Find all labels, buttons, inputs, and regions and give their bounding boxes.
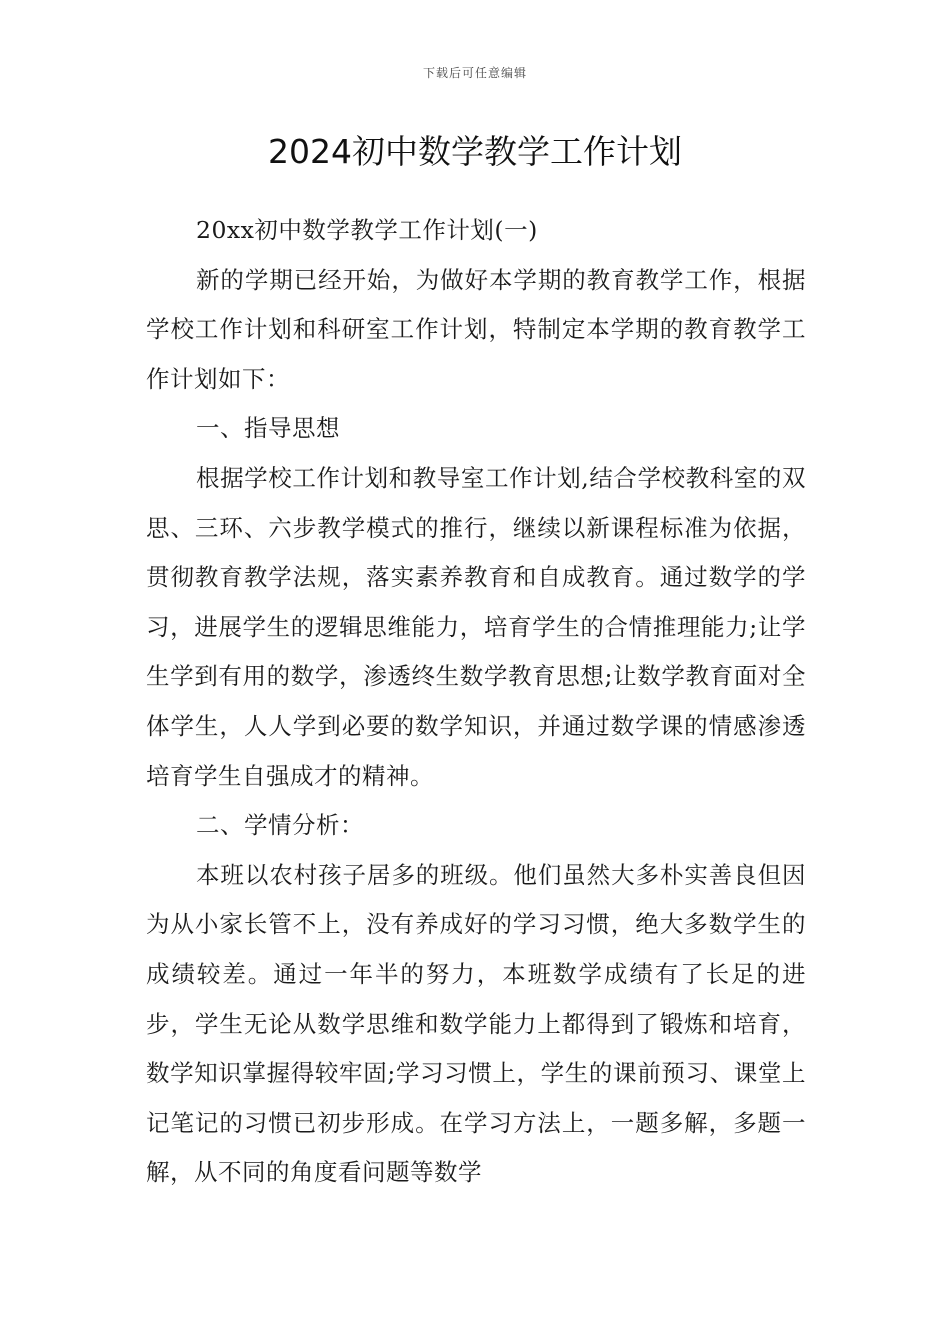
document-title: 2024初中数学教学工作计划 <box>268 132 682 171</box>
intro-paragraph: 新的学期已经开始，为做好本学期的教育教学工作，根据学校工作计划和科研室工作计划，特制定本学期的教育教学工作计划如下： <box>146 265 806 393</box>
guiding-ideology-paragraph: 根据学校工作计划和教导室工作计划,结合学校教科室的双思、三环、六步教学模式的推行，继续以新课程标准为依据，贯彻教育教学法规，落实素养教育和自成教育。通过数学的学习，进展学生的逻辑思维能力，培育学生的合情推理能力;让学生学到有用的数学，渗透终生数学教育思想;让数学教育面对全体学生，人人学到必要的数学知识，并通过数学课的情感渗透培育学生自强成才的精神。 <box>146 463 806 790</box>
student-analysis-paragraph: 本班以农村孩子居多的班级。他们虽然大多朴实善良但因为从小家长管不上，没有养成好的学习习惯，绝大多数学生的成绩较差。通过一年半的努力，本班数学成绩有了长足的进步，学生无论从数学思维和数学能力上都得到了锻炼和培育，数学知识掌握得较牢固;学习习惯上，学生的课前预习、课堂上记笔记的习惯已初步形成。在学习方法上，一题多解，多题一解，从不同的角度看问题等数学 <box>146 860 806 1187</box>
section-heading-guiding-ideology: 一、指导思想 <box>196 414 340 443</box>
header-note: 下载后可任意编辑 <box>422 66 527 80</box>
plan-subtitle: 20xx初中数学教学工作计划(一) <box>196 216 538 244</box>
section-heading-student-analysis: 二、学情分析： <box>196 811 364 840</box>
document-body <box>146 206 806 1198</box>
